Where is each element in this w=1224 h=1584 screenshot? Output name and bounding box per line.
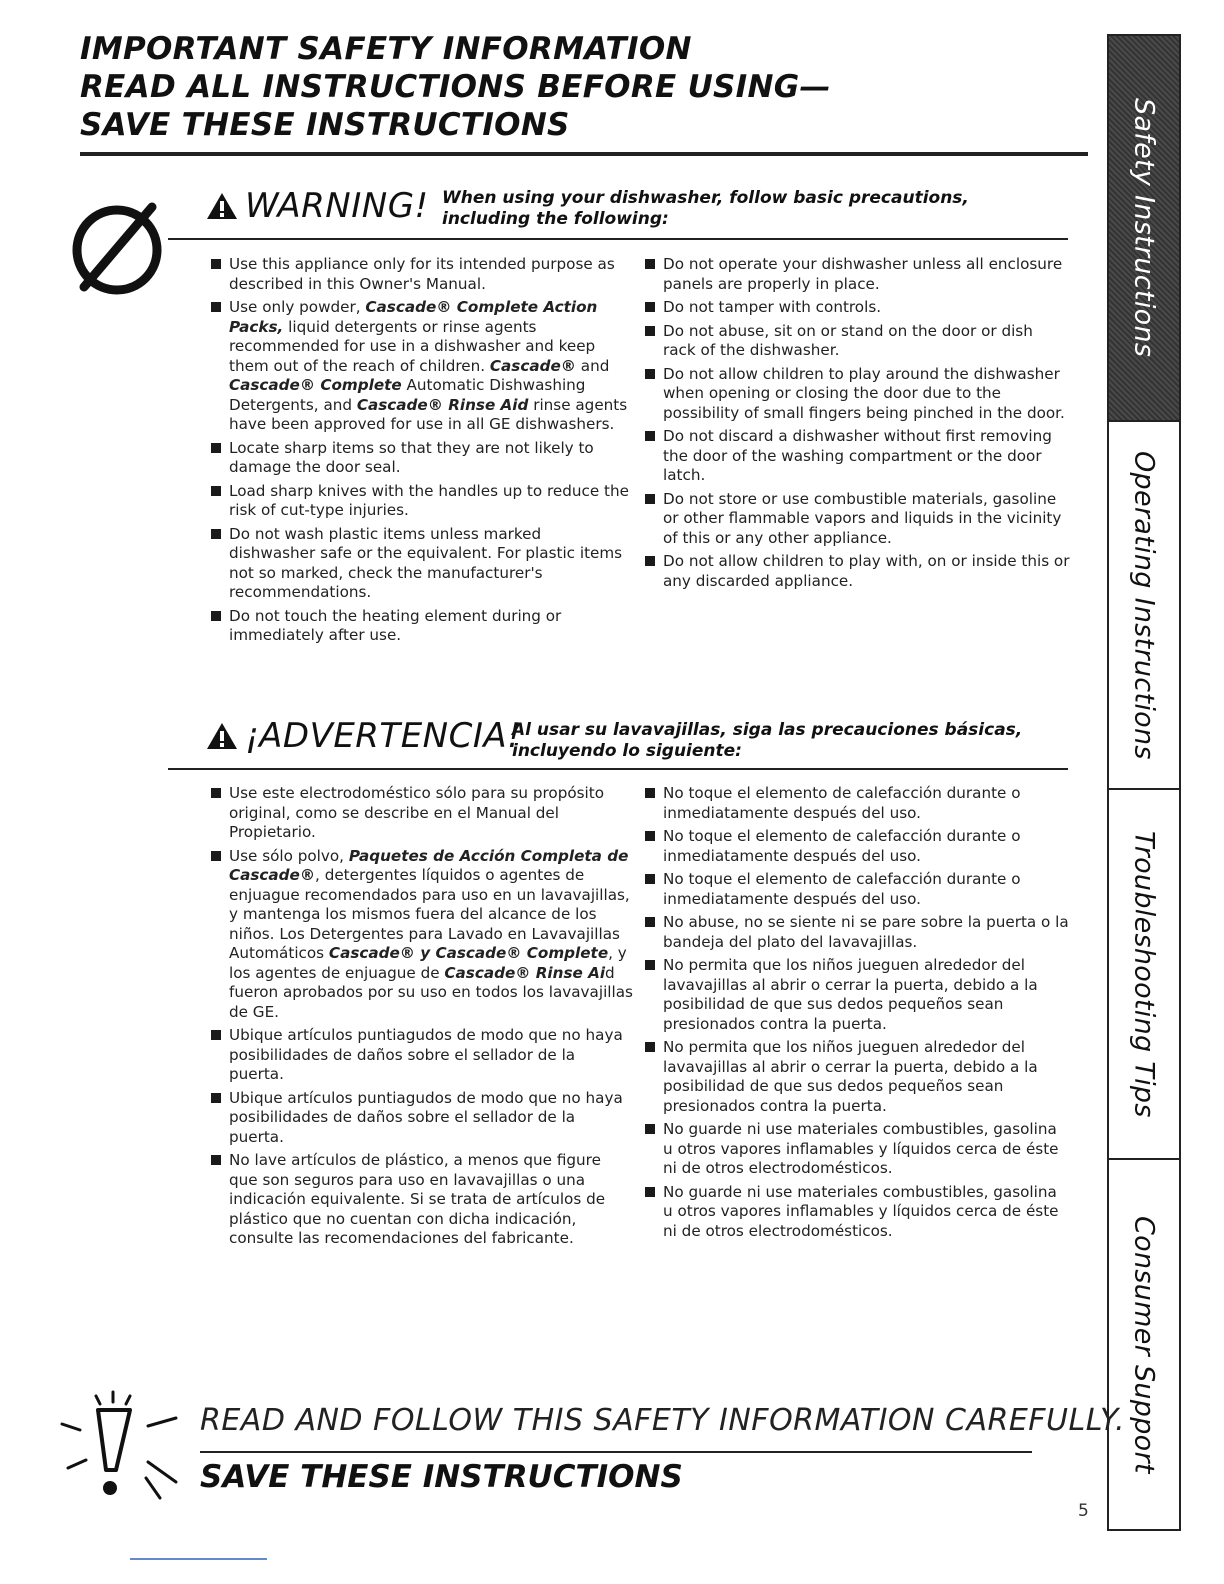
list-item: No toque el elemento de calefacción durante o inmediatamente después del uso. bbox=[645, 827, 1070, 866]
footer-read-follow: READ AND FOLLOW THIS SAFETY INFORMATION CAREFULLY. bbox=[200, 1403, 1126, 1438]
list-item: Do not allow children to play with, on or inside this or any discarded appliance. bbox=[645, 552, 1070, 591]
warning-triangle-icon bbox=[205, 191, 239, 221]
text-span: , y los agentes de enjuague de bbox=[229, 944, 627, 982]
tab-troubleshooting-tips[interactable] bbox=[1109, 788, 1179, 1158]
list-item: Do not allow children to play around the dishwasher when opening or closing the door due to the possibility of small fingers being pinched in the door. bbox=[645, 365, 1070, 424]
tab-consumer-support[interactable] bbox=[1109, 1158, 1179, 1529]
text-span: and bbox=[575, 356, 610, 375]
list-item: Ubique artículos puntiagudos de modo que no haya posibilidades de daños sobre el sellador de la puerta. bbox=[211, 1089, 633, 1148]
advertencia-heading bbox=[205, 716, 521, 756]
text-span: Use sólo polvo, bbox=[229, 846, 349, 865]
list-item: Do not discard a dishwasher without first removing the door of the washing compartment or the door latch. bbox=[645, 427, 1070, 486]
list-item: Locate sharp items so that they are not likely to damage the door seal. bbox=[211, 439, 631, 478]
prohibition-icon bbox=[62, 195, 172, 305]
tab-label: Troubleshooting Tips bbox=[1128, 830, 1160, 1118]
text-span: rinse agents have been approved for use in all GE dishwashers. bbox=[229, 395, 628, 433]
list-item: Do not operate your dishwasher unless all enclosure panels are properly in place. bbox=[645, 255, 1070, 294]
warning-title: WARNING! bbox=[245, 186, 429, 226]
brand-text: Cascade® Rinse Ai bbox=[444, 963, 606, 982]
list-item: No permita que los niños jueguen alrededor del lavavajillas al abrir o cerrar la puerta, debido a la posibilidad de que sus dedos pequeños sean presionados contra la puerta. bbox=[645, 956, 1070, 1034]
list-item: Use this appliance only for its intended purpose as described in this Owner's Manual. bbox=[211, 255, 631, 294]
tab-label: Operating Instructions bbox=[1128, 450, 1160, 760]
header-line-3: SAVE THESE INSTRUCTIONS bbox=[80, 107, 570, 143]
header-line-2: READ ALL INSTRUCTIONS BEFORE USING— bbox=[80, 69, 831, 105]
list-item: Do not store or use combustible materials, gasoline or other flammable vapors and liquids in the vicinity of this or any other appliance. bbox=[645, 490, 1070, 549]
english-left-column bbox=[211, 255, 631, 650]
english-right-column bbox=[645, 255, 1070, 595]
warning-subtitle-line-1: When using your dishwasher, follow basic precautions, bbox=[442, 188, 969, 208]
footer-blue-line bbox=[130, 1558, 267, 1560]
advertencia-subtitle bbox=[512, 720, 1022, 762]
text-span: d fueron aprobados por su uso en todos los lavavajillas de GE. bbox=[229, 963, 633, 1021]
advertencia-rule bbox=[168, 768, 1068, 770]
list-item: No lave artículos de plástico, a menos que figure que son seguros para uso en lavavajillas o una indicación equivalente. Si se trata de artículos de plástico que no cuentan con dicha indicación, consulte las recomendaciones del fabricante. bbox=[211, 1151, 633, 1249]
list-item: Ubique artículos puntiagudos de modo que no haya posibilidades de daños sobre el sellador de la puerta. bbox=[211, 1026, 633, 1085]
text-span: Use only powder, bbox=[229, 298, 366, 316]
list-item: No abuse, no se siente ni se pare sobre la puerta o la bandeja del plato del lavavajillas. bbox=[645, 913, 1070, 952]
list-item: Do not tamper with controls. bbox=[645, 298, 1070, 318]
brand-text: Cascade® Rinse Aid bbox=[356, 395, 529, 414]
header-rule bbox=[80, 152, 1088, 156]
tab-operating-instructions[interactable] bbox=[1109, 420, 1179, 788]
text-span: , detergentes líquidos o agentes de enjuague recomendados para uso en un lavavajillas, y mantenga los mismos fuera del alcance de los niños. Los Detergentes para Lavado en Lavavajillas Automáticos bbox=[229, 866, 630, 962]
page-header bbox=[80, 30, 1080, 144]
warning-rule bbox=[168, 238, 1068, 240]
footer-rule bbox=[200, 1451, 1032, 1453]
list-item: No guarde ni use materiales combustibles, gasolina u otros vapores inflamables y líquidos cerca de éste ni de otros electrodomésticos. bbox=[645, 1120, 1070, 1179]
list-item bbox=[211, 847, 633, 1023]
spanish-right-column bbox=[645, 784, 1070, 1245]
list-item: No toque el elemento de calefacción durante o inmediatamente después del uso. bbox=[645, 784, 1070, 823]
exclamation-alert-icon bbox=[58, 1390, 188, 1520]
list-item: No toque el elemento de calefacción durante o inmediatamente después del uso. bbox=[645, 870, 1070, 909]
tab-label: Safety Instructions bbox=[1128, 98, 1160, 358]
warning-heading bbox=[205, 186, 429, 226]
page-number: 5 bbox=[1078, 1501, 1089, 1521]
list-item: No guarde ni use materiales combustibles, gasolina u otros vapores inflamables y líquidos cerca de éste ni de otros electrodomésticos. bbox=[645, 1183, 1070, 1242]
advertencia-subtitle-line-2: incluyendo lo siguiente: bbox=[512, 741, 742, 761]
brand-text: Cascade® Complete bbox=[229, 376, 402, 394]
warning-triangle-icon bbox=[205, 721, 239, 751]
list-item: Do not touch the heating element during or immediately after use. bbox=[211, 607, 631, 646]
text-span: liquid detergents or rinse agents recommended for use in a dishwasher and keep them out of the reach of children. bbox=[229, 317, 596, 375]
header-line-1: IMPORTANT SAFETY INFORMATION bbox=[80, 31, 692, 67]
tab-label: Consumer Support bbox=[1128, 1215, 1160, 1474]
tab-safety-instructions[interactable] bbox=[1109, 36, 1179, 420]
brand-text: Cascade® Complete Action Packs, bbox=[229, 298, 598, 336]
advertencia-title: ¡ADVERTENCIA! bbox=[245, 716, 522, 756]
list-item: Do not abuse, sit on or stand on the door or dish rack of the dishwasher. bbox=[645, 322, 1070, 361]
warning-subtitle bbox=[442, 188, 969, 230]
list-item: Load sharp knives with the handles up to reduce the risk of cut-type injuries. bbox=[211, 482, 631, 521]
brand-text: Cascade® bbox=[489, 356, 576, 375]
list-item: Do not wash plastic items unless marked dishwasher safe or the equivalent. For plastic items not so marked, check the manufacturer's recommendations. bbox=[211, 525, 631, 603]
list-item bbox=[211, 298, 631, 435]
text-span: Automatic Dishwashing Detergents, and bbox=[229, 376, 586, 414]
spanish-left-column bbox=[211, 784, 633, 1253]
list-item: No permita que los niños jueguen alrededor del lavavajillas al abrir o cerrar la puerta, debido a la posibilidad de que sus dedos pequeños sean presionados contra la puerta. bbox=[645, 1038, 1070, 1116]
list-item: Use este electrodoméstico sólo para su propósito original, como se describe en el Manual del Propietario. bbox=[211, 784, 633, 843]
section-sidebar bbox=[1107, 34, 1181, 1531]
warning-subtitle-line-2: including the following: bbox=[442, 209, 669, 229]
footer-save-instructions: SAVE THESE INSTRUCTIONS bbox=[200, 1459, 683, 1495]
advertencia-subtitle-line-1: Al usar su lavavajillas, siga las precauciones básicas, bbox=[512, 720, 1023, 740]
brand-text: Paquetes de Acción Completa de Cascade® bbox=[229, 846, 629, 884]
brand-text: Cascade® y Cascade® Complete bbox=[328, 944, 609, 962]
